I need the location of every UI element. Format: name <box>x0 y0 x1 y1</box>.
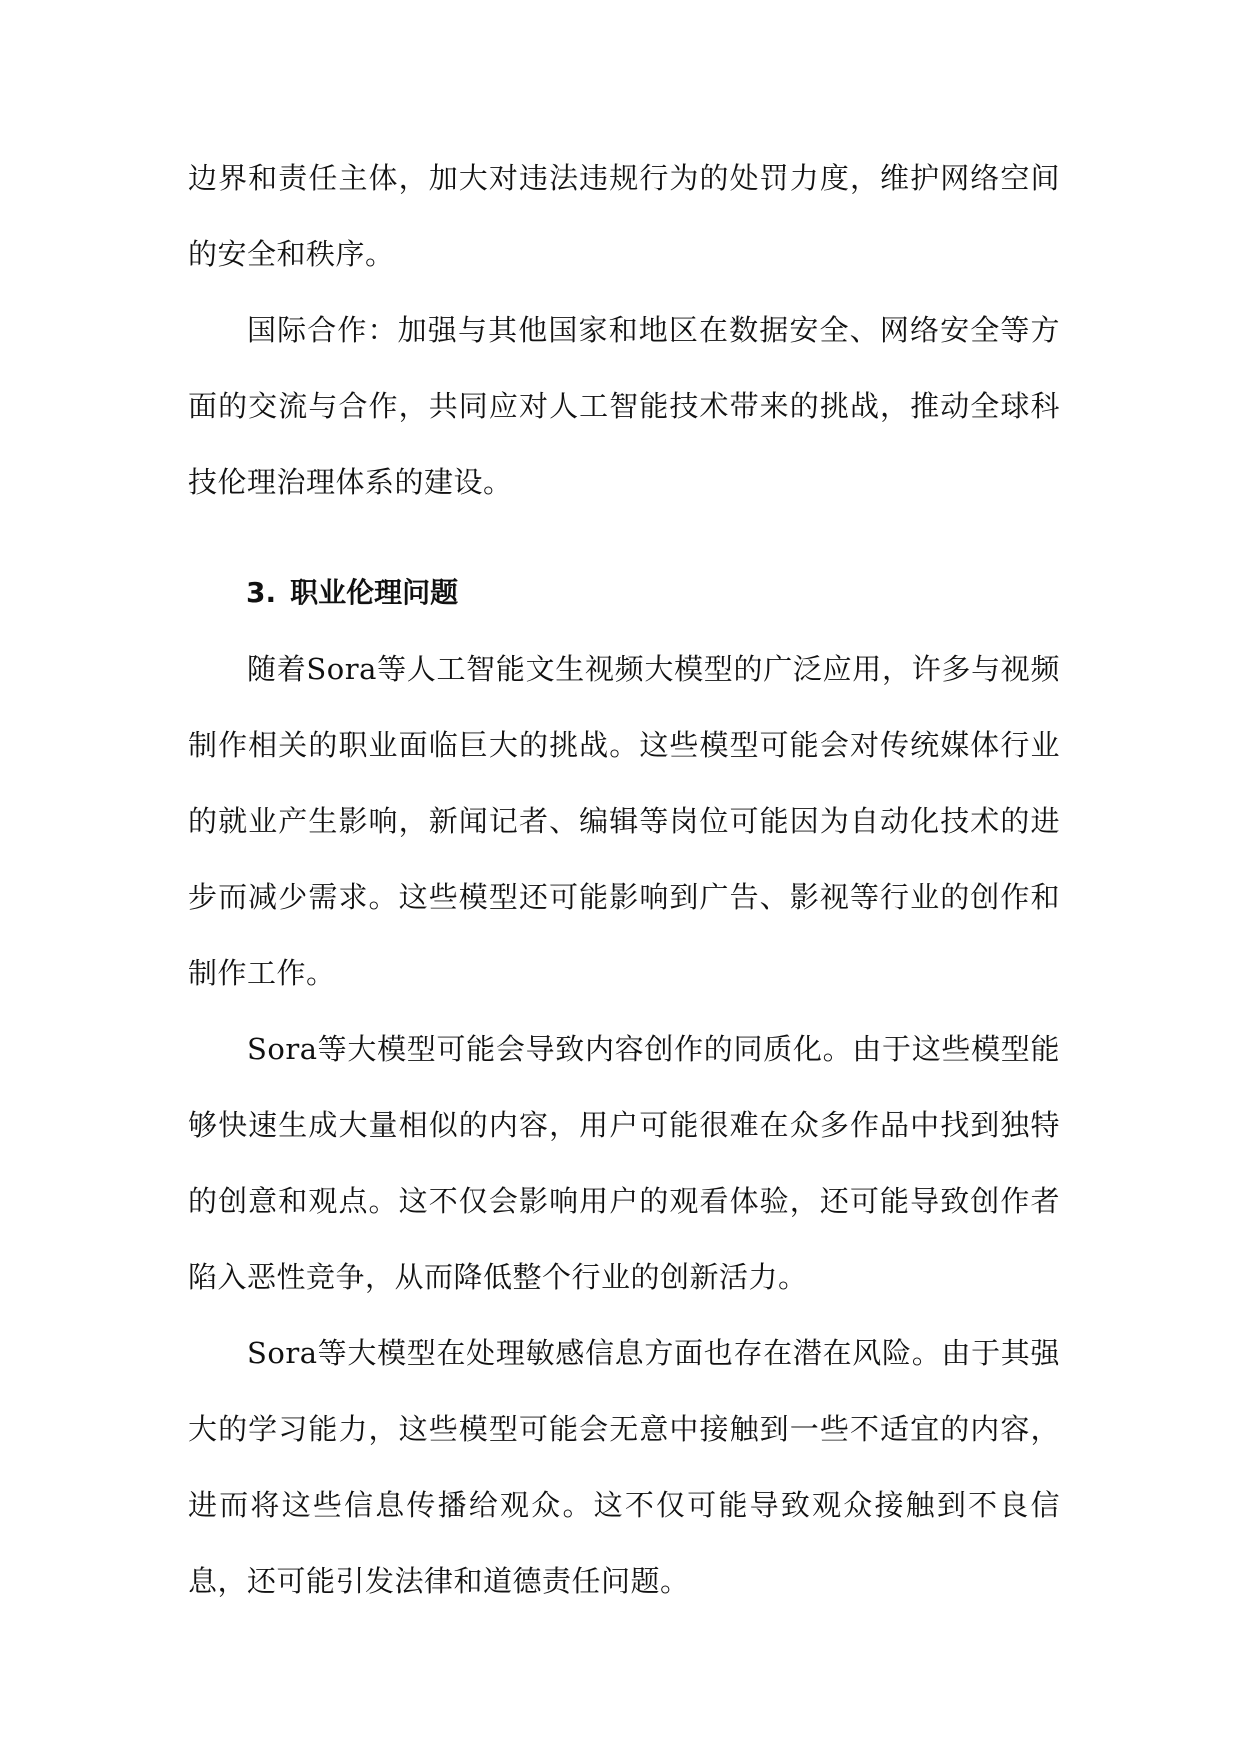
document-body <box>188 140 1060 1619</box>
paragraph-legal-boundaries: 边界和责任主体，加大对违法违规行为的处罚力度，维护网络空间的安全和秩序。 <box>188 161 1060 271</box>
paragraph-content-homogenization: Sora等大模型可能会导致内容创作的同质化。由于这些模型能够快速生成大量相似的内容，用户可能很难在众多作品中找到独特的创意和观点。这不仅会影响用户的观看体验，还可能导致创作者陷入恶性竞争，从而降低整个行业的创新活力。 <box>188 1032 1060 1294</box>
section-heading <box>188 555 1060 631</box>
paragraph-sensitive-information: Sora等大模型在处理敏感信息方面也存在潜在风险。由于其强大的学习能力，这些模型可能会无意中接触到一些不适宜的内容，进而将这些信息传播给观众。这不仅可能导致观众接触到不良信息，还可能引发法律和道德责任问题。 <box>188 1336 1060 1598</box>
paragraph-job-impact: 随着Sora等人工智能文生视频大模型的广泛应用，许多与视频制作相关的职业面临巨大的挑战。这些模型可能会对传统媒体行业的就业产生影响，新闻记者、编辑等岗位可能因为自动化技术的进步而减少需求。这些模型还可能影响到广告、影视等行业的创作和制作工作。 <box>188 652 1060 990</box>
paragraph-international-cooperation: 国际合作：加强与其他国家和地区在数据安全、网络安全等方面的交流与合作，共同应对人工智能技术带来的挑战，推动全球科技伦理治理体系的建设。 <box>188 313 1060 499</box>
section-gap <box>188 520 1060 555</box>
section-title: 职业伦理问题 <box>290 576 459 609</box>
section-number: 3. <box>246 576 277 609</box>
